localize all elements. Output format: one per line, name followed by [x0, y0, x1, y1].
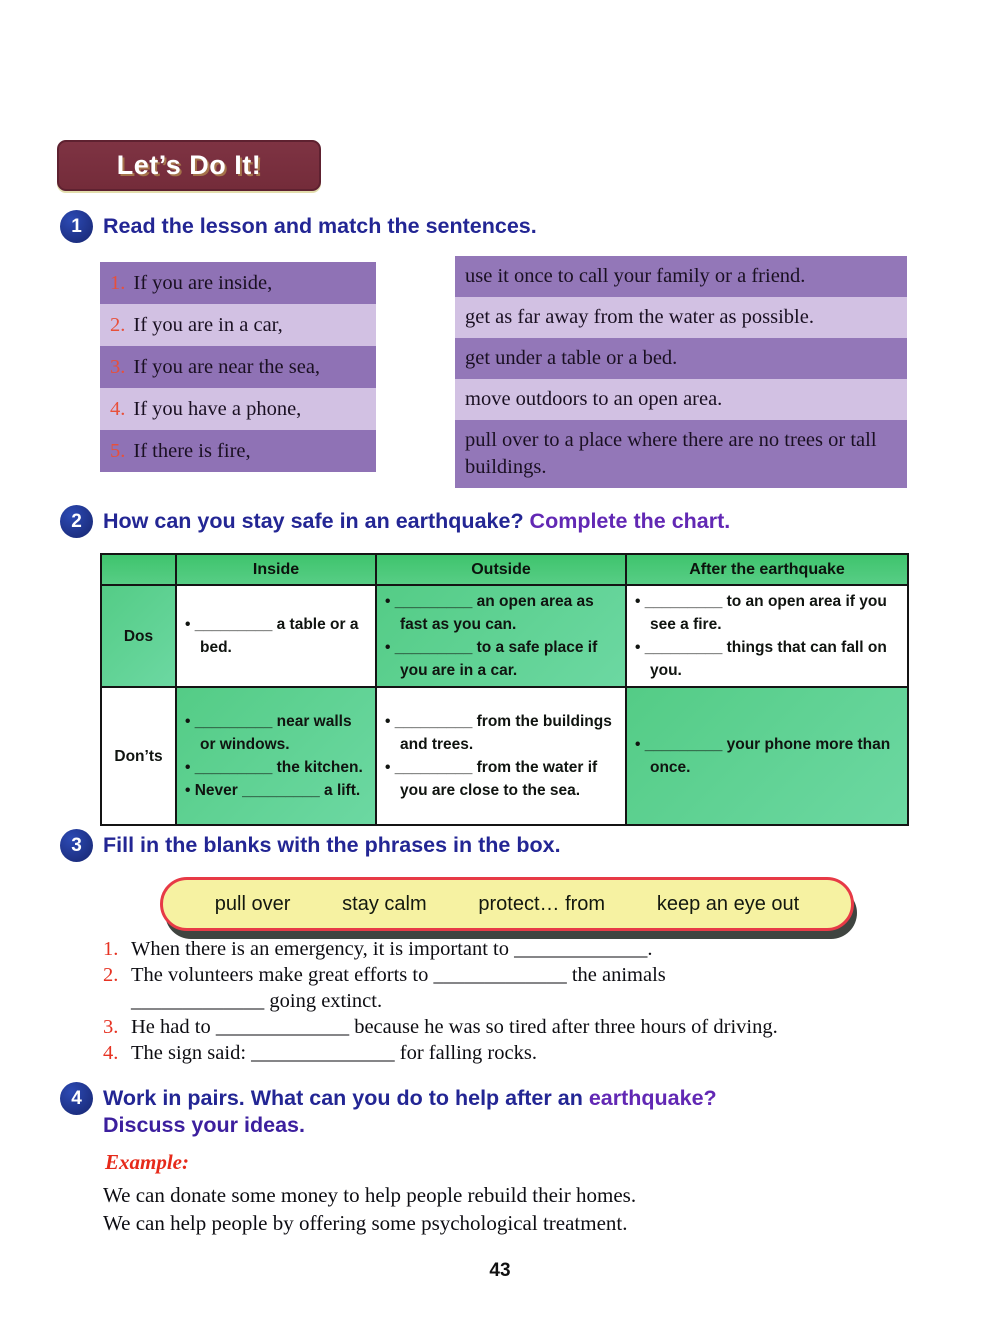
sentence-line: The volunteers make great efforts to _____________ the animals: [131, 964, 666, 986]
chart-row-donts: [101, 687, 908, 825]
sentence-2: [103, 962, 943, 1014]
sentence-number: 4.: [103, 1042, 119, 1064]
sentence-1: [103, 936, 943, 962]
phrase: stay calm: [342, 892, 427, 915]
phrase: keep an eye out: [656, 892, 800, 915]
donts-outside-cell: [376, 687, 626, 825]
match-right-item: move outdoors to an open area.: [455, 379, 907, 420]
safety-chart-table: [100, 553, 909, 826]
phrase-box: [160, 877, 854, 931]
blank-line: • _________ to an open area if you see a fire.: [635, 593, 887, 633]
sentence-number: 3.: [103, 1016, 119, 1038]
blank-line: • _________ near walls or windows.: [185, 713, 352, 753]
item-text: If you are near the sea,: [133, 355, 321, 378]
dos-after-cell: [626, 585, 908, 687]
sentence-number: 1.: [103, 938, 119, 960]
match-right-item: use it once to call your family or a friend.: [455, 256, 907, 297]
exercise2-heading: [60, 505, 940, 538]
item-number: 3.: [110, 355, 126, 378]
exercise2-title-main: How can you stay safe in an earthquake?: [103, 509, 530, 533]
donts-inside-cell: [176, 687, 376, 825]
blank-line: • _________ your phone more than once.: [635, 736, 891, 776]
exercise1-heading: [60, 210, 920, 243]
chart-header-outside: Outside: [376, 554, 626, 585]
exercise4-title-accent: earthquake?: [588, 1086, 717, 1110]
exercise4-title-line2: Discuss your ideas.: [103, 1113, 305, 1137]
sentence-line: _____________ going extinct.: [131, 990, 383, 1012]
exercise1-title: Read the lesson and match the sentences.: [103, 214, 537, 238]
blank-line: • _________ the kitchen.: [185, 759, 363, 776]
match-right-item: get under a table or a bed.: [455, 338, 907, 379]
sentence-line: The sign said: ______________ for falling rocks.: [131, 1042, 537, 1064]
item-text: If you are inside,: [133, 271, 273, 294]
example-label: Example:: [105, 1150, 189, 1174]
exercise2-number-badge: 2: [60, 505, 93, 538]
blank-line: • _________ to a safe place if you are in a car.: [385, 639, 598, 679]
exercise1-number-badge: 1: [60, 210, 93, 243]
exercise4-heading: [60, 1082, 940, 1139]
match-right-item: get as far away from the water as possible.: [455, 297, 907, 338]
example-line: We can donate some money to help people rebuild their homes.: [103, 1183, 637, 1207]
blank-line: • _________ things that can fall on you.: [635, 639, 887, 679]
exercise3-title: Fill in the blanks with the phrases in the box.: [103, 833, 561, 857]
exercise2-title: [103, 505, 730, 535]
item-number: 5.: [110, 439, 126, 462]
exercise2-title-accent: Complete the chart.: [529, 509, 731, 533]
match-left-box: [100, 262, 376, 472]
sentence-line: He had to _____________ because he was so tired after three hours of driving.: [131, 1016, 778, 1038]
sentence-number: 2.: [103, 964, 119, 986]
example-lines: [103, 1181, 636, 1237]
blank-line: • _________ an open area as fast as you can.: [385, 593, 594, 633]
item-number: 2.: [110, 313, 126, 336]
item-number: 4.: [110, 397, 126, 420]
exercise4-number-badge: 4: [60, 1082, 93, 1115]
blank-line: • _________ from the buildings and trees.: [385, 713, 612, 753]
exercise3-number-badge: 3: [60, 829, 93, 862]
row-label-donts: Don’ts: [101, 687, 176, 825]
match-left-item: [100, 388, 376, 430]
phrase: pull over: [214, 892, 291, 915]
donts-after-cell: [626, 687, 908, 825]
banner-label: Let’s Do It!: [116, 150, 262, 180]
fill-in-sentences: [103, 936, 943, 1066]
chart-header-row: [101, 554, 908, 585]
blank-line: • Never _________ a lift.: [185, 782, 361, 799]
chart-header-inside: Inside: [176, 554, 376, 585]
phrase: protect… from: [478, 892, 606, 915]
blank-line: • _________ a table or a bed.: [185, 616, 359, 656]
chart-header-after: After the earthquake: [626, 554, 908, 585]
item-number: 1.: [110, 271, 126, 294]
match-right-item: pull over to a place where there are no trees or tall buildings.: [455, 420, 907, 488]
dos-inside-cell: [176, 585, 376, 687]
sentence-4: [103, 1040, 943, 1066]
lets-do-it-banner: [57, 140, 321, 191]
match-left-item: [100, 430, 376, 472]
item-text: If there is fire,: [133, 439, 251, 462]
sentence-3: [103, 1014, 943, 1040]
item-text: If you have a phone,: [133, 397, 302, 420]
match-left-item: [100, 304, 376, 346]
match-left-item: [100, 346, 376, 388]
match-right-box: [455, 256, 907, 488]
match-left-item: [100, 262, 376, 304]
row-label-dos: Dos: [101, 585, 176, 687]
exercise4-title: [103, 1082, 717, 1139]
page-number: 43: [489, 1260, 511, 1281]
sentence-line: When there is an emergency, it is important to _____________.: [131, 938, 653, 960]
exercise3-heading: [60, 829, 920, 862]
chart-row-dos: [101, 585, 908, 687]
chart-header-empty: [101, 554, 176, 585]
exercise4-title-main: Work in pairs. What can you do to help after an: [103, 1086, 589, 1110]
dos-outside-cell: [376, 585, 626, 687]
blank-line: • _________ from the water if you are close to the sea.: [385, 759, 598, 799]
item-text: If you are in a car,: [133, 313, 283, 336]
example-line: We can help people by offering some psychological treatment.: [103, 1211, 628, 1235]
